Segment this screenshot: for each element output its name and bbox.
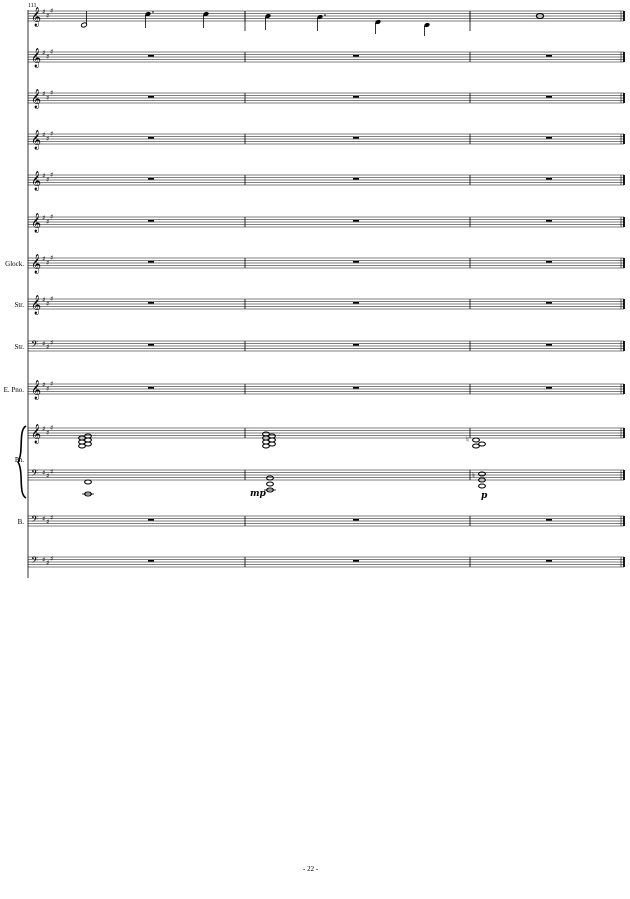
whole-rest [546,55,552,57]
sharp-icon: ♯ [50,213,54,221]
staff-7 [5,254,624,274]
staff-14 [28,555,624,568]
sharp-icon: ♯ [50,339,54,347]
treble-clef-icon: 𝄞 [31,7,42,27]
instrument-label: Pn. [14,456,24,464]
treble-clef-icon: 𝄞 [31,295,42,315]
sharp-icon: ♯ [42,8,46,16]
sharp-icon: ♯ [50,555,54,563]
whole-rest [546,302,552,304]
treble-clef-icon: 𝄞 [31,213,42,233]
whole-rest [353,220,359,222]
sharp-icon: ♯ [50,7,54,15]
measure-number: 111 [28,3,37,9]
staff-2 [28,48,624,68]
instrument-label: Glock. [5,260,24,268]
sharp-icon: ♯ [42,172,46,180]
sharp-icon: ♯ [46,135,50,143]
sharp-icon: ♯ [50,514,54,522]
sharp-icon: ♯ [50,254,54,262]
sharp-icon: ♯ [42,255,46,263]
sharp-icon: ♯ [50,468,54,476]
staff-1 [28,7,624,27]
whole-rest [148,344,154,346]
whole-rest [353,178,359,180]
whole-rest [546,344,552,346]
sharp-icon: ♯ [42,425,46,433]
dynamic-p: p [481,491,488,501]
sharp-icon: ♯ [46,176,50,184]
bass-clef-icon: 𝄢 [31,555,39,568]
melody-notes [81,11,544,36]
whole-rest [148,560,154,562]
quarter-note [375,19,382,34]
instrument-label: Str. [14,301,24,309]
whole-rest [353,137,359,139]
sharp-icon: ♯ [42,381,46,389]
sharp-icon: ♯ [50,171,54,179]
chord-whole [79,434,92,448]
staff-9 [14,339,624,352]
sharp-icon: ♯ [46,343,50,351]
sharp-icon: ♯ [42,90,46,98]
whole-rest [148,137,154,139]
whole-rest [546,220,552,222]
treble-clef-icon: 𝄞 [31,254,42,274]
eighth-note [203,11,210,28]
staff-12 [28,468,624,481]
whole-rest [148,220,154,222]
sharp-icon: ♯ [46,385,50,393]
staff-6 [28,213,624,233]
sharp-icon: ♯ [50,130,54,138]
sharp-icon: ♯ [46,259,50,267]
treble-clef-icon: 𝄞 [31,130,42,150]
eighth-note [424,22,431,36]
svg-text:♮: ♮ [472,471,475,480]
instrument-label: B. [17,518,24,526]
treble-clef-icon: 𝄞 [31,171,42,191]
whole-rest [148,261,154,263]
sharp-icon: ♯ [50,295,54,303]
dynamic-mp: mp [250,489,266,499]
dotted-quarter-note [317,14,326,31]
sharp-icon: ♯ [46,300,50,308]
whole-rest [546,96,552,98]
staff-3 [28,89,624,109]
sharp-icon: ♯ [46,559,50,567]
staff-13 [18,514,624,527]
whole-rest [546,137,552,139]
staff-group [4,7,624,568]
quarter-note [265,13,272,30]
whole-rest [353,344,359,346]
sharp-icon: ♯ [50,380,54,388]
page-number: - 22 - [303,865,319,873]
whole-rest [546,261,552,263]
staff-8 [14,295,624,315]
sharp-icon: ♯ [46,12,50,20]
sharp-icon: ♯ [46,518,50,526]
sharp-icon: ♯ [42,131,46,139]
sharp-icon: ♯ [50,424,54,432]
sharp-icon: ♯ [50,48,54,56]
staff-5 [28,171,624,191]
piano-chords [79,432,488,501]
chord-whole [472,471,485,488]
whole-rest [546,560,552,562]
sharp-icon: ♯ [46,429,50,437]
sharp-icon: ♯ [42,296,46,304]
whole-rest [353,560,359,562]
treble-clef-icon: 𝄞 [31,89,42,109]
sharp-icon: ♯ [42,469,46,477]
whole-rest [148,96,154,98]
sharp-icon: ♯ [42,515,46,523]
whole-rest [546,387,552,389]
sharp-icon: ♯ [46,53,50,61]
chord-whole [82,480,94,496]
sharp-icon: ♯ [42,214,46,222]
whole-rest [353,55,359,57]
whole-rest [353,387,359,389]
staff-11 [15,424,624,464]
staff-4 [28,130,624,150]
instrument-label: Str. [14,343,24,351]
sharp-icon: ♯ [42,49,46,57]
sharp-icon: ♯ [46,472,50,480]
treble-clef-icon: 𝄞 [31,48,42,68]
bass-clef-icon: 𝄢 [31,468,39,481]
whole-rest [353,519,359,521]
sharp-icon: ♯ [46,218,50,226]
whole-rest [353,261,359,263]
whole-rest [353,96,359,98]
sharp-icon: ♯ [42,340,46,348]
chord-whole [466,435,485,448]
whole-rest [546,519,552,521]
staff-10 [4,380,624,400]
whole-rest [148,55,154,57]
bass-clef-icon: 𝄢 [31,514,39,527]
treble-clef-icon: 𝄞 [31,380,42,400]
sharp-icon: ♯ [42,556,46,564]
chord-whole [263,432,276,448]
instrument-label: E. Pno. [3,386,24,394]
whole-rest [353,302,359,304]
whole-rest [148,302,154,304]
whole-rest [148,387,154,389]
bass-clef-icon: 𝄢 [31,339,39,352]
svg-text:♮: ♮ [466,435,469,444]
whole-rest [148,178,154,180]
sharp-icon: ♯ [50,89,54,97]
whole-rest [546,178,552,180]
whole-rest [148,519,154,521]
sharp-icon: ♯ [46,94,50,102]
treble-clef-icon: 𝄞 [31,424,42,444]
